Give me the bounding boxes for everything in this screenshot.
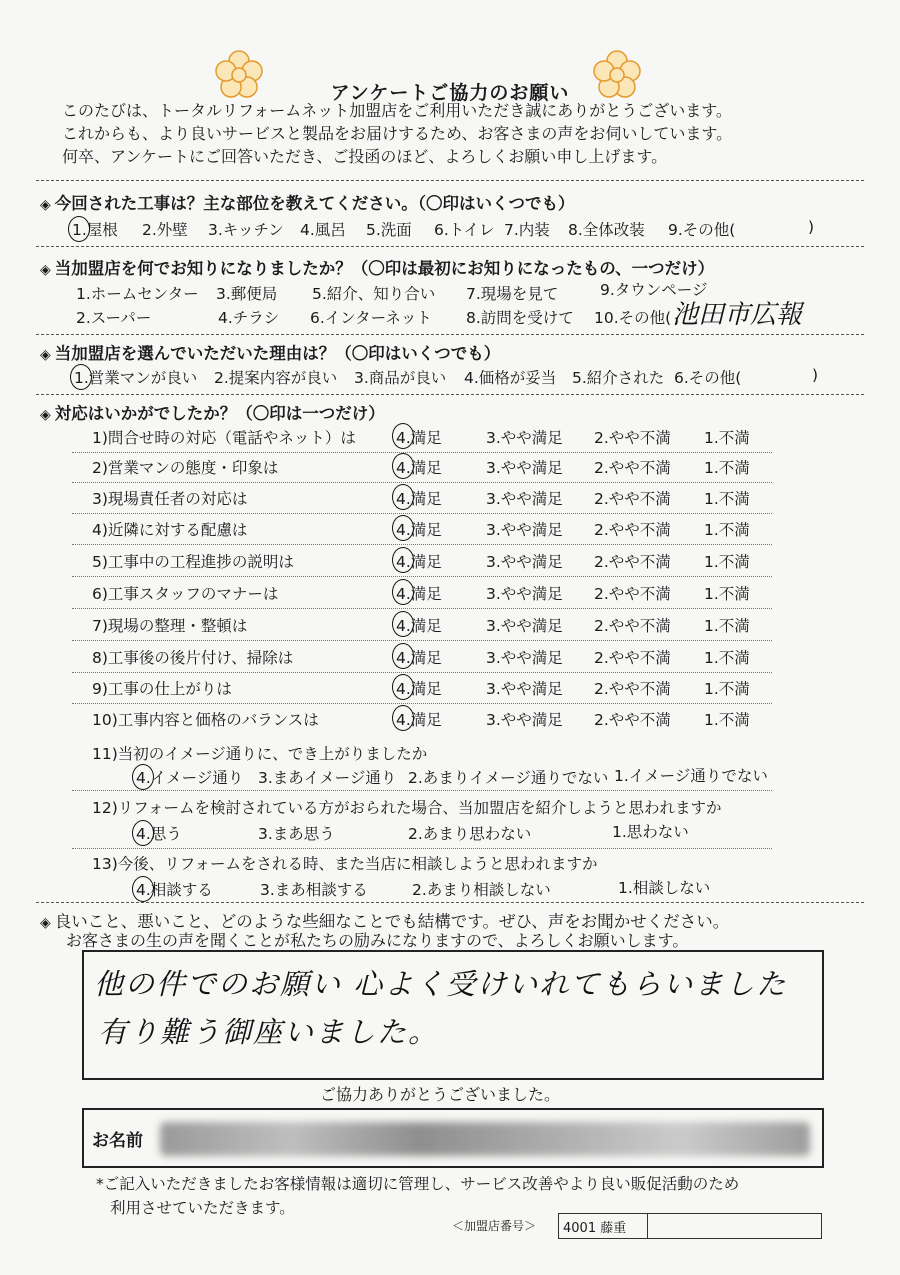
rating-option[interactable]: 4.満足 [396, 680, 442, 698]
thanks-text: ご協力ありがとうございました。 [320, 1085, 561, 1104]
option[interactable]: 3.まあイメージ通り [258, 769, 397, 787]
rating-question: 1)問合せ時の対応（電話やネット）は [92, 429, 356, 447]
rating-option[interactable]: 4.満足 [396, 429, 442, 447]
rating-option[interactable]: 4.満足 [396, 617, 442, 635]
option[interactable]: 5.洗面 [366, 221, 412, 239]
option[interactable]: 1.営業マンが良い [74, 369, 198, 387]
rating-question: 2)営業マンの態度・印象は [92, 459, 279, 477]
comment-prompt: ◈ 良いこと、悪いこと、どのような些細なことでも結構です。ぜひ、声をお聞かせください。 [40, 912, 730, 931]
option[interactable]: 1.ホームセンター [76, 285, 199, 303]
question-how-known: ◈ 当加盟店を何でお知りになりましたか？（〇印は最初にお知りになったもの、一つだけ） [40, 259, 715, 278]
rating-option[interactable]: 1.不満 [704, 459, 750, 477]
option[interactable]: 8.訪問を受けて [466, 309, 574, 327]
rating-option[interactable]: 4.満足 [396, 459, 442, 477]
rating-option[interactable]: 2.やや不満 [594, 649, 671, 667]
divider [72, 544, 772, 545]
answer-circle [392, 611, 414, 637]
divider [36, 334, 864, 335]
option[interactable]: 6.インターネット [310, 309, 432, 327]
answer-circle [132, 820, 154, 846]
intro-line: 何卒、アンケートにご回答いただき、ご投函のほど、よろしくお願い申し上げます。 [62, 147, 668, 166]
rating-option[interactable]: 4.満足 [396, 521, 442, 539]
rating-option[interactable]: 3.やや満足 [486, 429, 563, 447]
rating-option[interactable]: 1.不満 [704, 521, 750, 539]
store-number-label: ＜加盟店番号＞ [452, 1219, 537, 1233]
divider [36, 180, 864, 181]
option[interactable]: 3.まあ思う [258, 825, 335, 843]
rating-option[interactable]: 1.不満 [704, 585, 750, 603]
rating-question: 8)工事後の後片付け、掃除は [92, 649, 294, 667]
answer-circle [392, 547, 414, 573]
intro-line: このたびは、トータルリフォームネット加盟店をご利用いただき誠にありがとうございます。 [62, 101, 732, 120]
option[interactable]: 9.タウンページ [600, 281, 708, 299]
rating-option[interactable]: 3.やや満足 [486, 617, 563, 635]
rating-option[interactable]: 2.やや不満 [594, 521, 671, 539]
rating-option[interactable]: 3.やや満足 [486, 490, 563, 508]
option[interactable]: 2.あまり相談しない [412, 881, 551, 899]
diamond-icon: ◈ [40, 347, 51, 363]
option[interactable]: 4.価格が妥当 [464, 369, 557, 387]
diamond-icon: ◈ [40, 262, 51, 278]
privacy-notice: 利用させていただきます。 [110, 1199, 295, 1217]
question-consult-again: 13)今後、リフォームをされる時、また当店に相談しようと思われますか [92, 855, 598, 873]
option[interactable]: 6.その他( [674, 369, 742, 387]
divider [72, 790, 772, 791]
rating-question: 3)現場責任者の対応は [92, 490, 248, 508]
question-service-rating: ◈ 対応はいかがでしたか？（〇印は一つだけ） [40, 404, 385, 423]
option[interactable]: 2.あまり思わない [408, 825, 532, 843]
rating-option[interactable]: 4.満足 [396, 490, 442, 508]
rating-option[interactable]: 1.不満 [704, 490, 750, 508]
option[interactable]: 4.イメージ通り [136, 769, 244, 787]
answer-circle [132, 764, 154, 790]
option[interactable]: 6.トイレ [434, 221, 495, 239]
name-label: お名前 [92, 1131, 143, 1151]
rating-question: 9)工事の仕上がりは [92, 680, 232, 698]
comment-prompt-sub: お客さまの生の声を聞くことが私たちの励みになりますので、よろしくお願いします。 [66, 931, 689, 950]
answer-circle [392, 515, 414, 541]
rating-option[interactable]: 3.やや満足 [486, 521, 563, 539]
intro-line: これからも、より良いサービスと製品をお届けするため、お客さまの声をお伺いしています。 [62, 124, 733, 143]
rating-option[interactable]: 2.やや不満 [594, 459, 671, 477]
handwritten-comment: 他の件でのお願い 心よく受けいれてもらいました [94, 967, 788, 1001]
rating-option[interactable]: 1.不満 [704, 649, 750, 667]
divider [72, 513, 772, 514]
answer-circle [392, 579, 414, 605]
option[interactable]: 4.思う [136, 825, 182, 843]
rating-question: 10)工事内容と価格のバランスは [92, 711, 319, 729]
privacy-notice: *ご記入いただきましたお客様情報は適切に管理し、サービス改善やより良い販促活動のため [96, 1175, 740, 1193]
rating-option[interactable]: 3.やや満足 [486, 459, 563, 477]
store-number: 4001 藤重 [563, 1221, 627, 1236]
divider [72, 608, 772, 609]
handwritten-comment: 有り難う御座いました。 [98, 1015, 440, 1049]
page-title: アンケートご協力のお願い [330, 82, 570, 104]
diamond-icon: ◈ [40, 915, 51, 931]
redacted-name [160, 1122, 810, 1156]
rating-option[interactable]: 1.不満 [704, 680, 750, 698]
option[interactable]: 3.郵便局 [216, 285, 278, 303]
option[interactable]: 2.提案内容が良い [214, 369, 338, 387]
answer-circle [392, 643, 414, 669]
option[interactable]: 2.スーパー [76, 309, 152, 327]
rating-option[interactable]: 4.満足 [396, 553, 442, 571]
question-recommend: 12)リフォームを検討されている方がおられた場合、当加盟店を紹介しようと思われますか [92, 799, 722, 817]
rating-option[interactable]: 3.やや満足 [486, 585, 563, 603]
option[interactable]: 1.思わない [612, 823, 689, 841]
option[interactable]: 1.屋根 [72, 221, 118, 239]
rating-option[interactable]: 2.やや不満 [594, 680, 671, 698]
option[interactable]: 7.内装 [504, 221, 550, 239]
option[interactable]: 1.イメージ通りでない [614, 767, 768, 785]
rating-option[interactable]: 2.やや不満 [594, 617, 671, 635]
diamond-icon: ◈ [40, 407, 51, 423]
divider [72, 703, 772, 704]
option[interactable]: 2.あまりイメージ通りでない [408, 769, 609, 787]
rating-option[interactable]: 1.不満 [704, 711, 750, 729]
rating-option[interactable]: 2.やや不満 [594, 711, 671, 729]
rating-question: 7)現場の整理・整頓は [92, 617, 248, 635]
divider [36, 246, 864, 247]
option[interactable]: 5.紹介、知り合い [312, 285, 436, 303]
question-work-type: ◈ 今回された工事は？主な部位を教えてください。（〇印はいくつでも） [40, 194, 575, 213]
rating-option[interactable]: 2.やや不満 [594, 490, 671, 508]
divider [72, 576, 772, 577]
answer-circle [392, 423, 414, 449]
answer-circle [392, 674, 414, 700]
option[interactable]: 10.その他( [594, 309, 672, 327]
handwritten-answer: 池田市広報 [672, 300, 803, 330]
question-why-chosen: ◈ 当加盟店を選んでいただいた理由は？（〇印はいくつでも） [40, 344, 501, 363]
divider [36, 394, 864, 395]
option: ) [812, 366, 819, 384]
option[interactable]: 9.その他( [668, 221, 736, 239]
rating-question: 4)近隣に対する配慮は [92, 521, 248, 539]
rating-question: 6)工事スタッフのマナーは [92, 585, 279, 603]
divider [72, 452, 772, 453]
option[interactable]: 3.キッチン [208, 221, 284, 239]
rating-option[interactable]: 4.満足 [396, 585, 442, 603]
option[interactable]: 4.相談する [136, 881, 213, 899]
option[interactable]: 4.チラシ [218, 309, 280, 327]
answer-circle [68, 216, 90, 242]
rating-option[interactable]: 2.やや不満 [594, 585, 671, 603]
divider [72, 640, 772, 641]
rating-option[interactable]: 1.不満 [704, 617, 750, 635]
divider [72, 672, 772, 673]
divider [72, 482, 772, 483]
rating-question: 5)工事中の工程進捗の説明は [92, 553, 294, 571]
rating-option[interactable]: 1.不満 [704, 553, 750, 571]
option: ) [808, 218, 815, 236]
rating-option[interactable]: 1.不満 [704, 429, 750, 447]
option[interactable]: 7.現場を見て [466, 285, 559, 303]
option[interactable]: 8.全体改装 [568, 221, 645, 239]
rating-option[interactable]: 4.満足 [396, 711, 442, 729]
answer-circle [70, 364, 92, 390]
option[interactable]: 1.相談しない [618, 879, 711, 897]
rating-option[interactable]: 3.やや満足 [486, 649, 563, 667]
option[interactable]: 2.外壁 [142, 221, 188, 239]
option[interactable]: 4.風呂 [300, 221, 346, 239]
diamond-icon: ◈ [40, 197, 51, 213]
answer-circle [392, 453, 414, 479]
rating-option[interactable]: 3.やや満足 [486, 553, 563, 571]
rating-option[interactable]: 3.やや満足 [486, 680, 563, 698]
divider [36, 902, 864, 903]
rating-option[interactable]: 4.満足 [396, 649, 442, 667]
option[interactable]: 3.まあ相談する [260, 881, 368, 899]
option[interactable]: 3.商品が良い [354, 369, 447, 387]
option[interactable]: 5.紹介された [572, 369, 665, 387]
answer-circle [392, 705, 414, 731]
answer-circle [132, 876, 154, 902]
rating-option[interactable]: 2.やや不満 [594, 429, 671, 447]
question-image-match: 11)当初のイメージ通りに、でき上がりましたか [92, 745, 428, 763]
answer-circle [392, 484, 414, 510]
rating-option[interactable]: 3.やや満足 [486, 711, 563, 729]
divider [72, 848, 772, 849]
rating-option[interactable]: 2.やや不満 [594, 553, 671, 571]
